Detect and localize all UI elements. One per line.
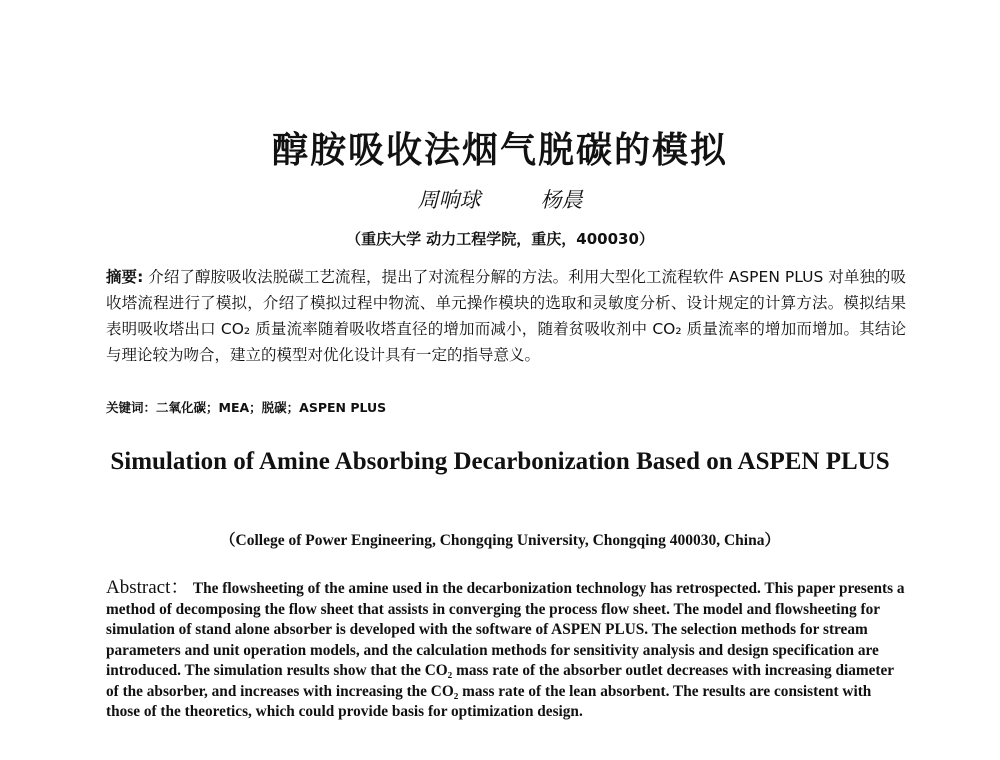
abstract-chinese — [106, 264, 906, 368]
affiliation-chinese: （重庆大学 动力工程学院，重庆，400030） — [346, 230, 654, 248]
paper-title-english: Simulation of Amine Absorbing Decarbonization Based on ASPEN PLUS — [110, 448, 890, 475]
abstract-chinese-text: 介绍了醇胺吸收法脱碳工艺流程，提出了对流程分解的方法。利用大型化工流程软件 ASPEN PLUS 对单独的吸收塔流程进行了模拟，介绍了模拟过程中物流、单元操作模块的选取和灵敏度分析、设计规定的计算方法。模拟结果表明吸收塔出口 CO₂ 质量流率随着吸收塔直径的增加而减小，随着贫吸收剂中 CO₂ 质量流率的增加而增加。其结论与理论较为吻合，建立的模型对优化设计具有一定的指导意义。 — [106, 268, 906, 364]
paper-title-chinese: 醇胺吸收法烟气脱碳的模拟 — [271, 130, 728, 171]
abstract-english — [106, 578, 906, 723]
keywords-chinese: 关键词：二氧化碳；MEA；脱碳；ASPEN PLUS — [106, 400, 387, 415]
abstract-chinese-label: 摘要: — [106, 268, 144, 286]
abstract-english-label: Abstract： — [106, 577, 190, 598]
author-1: 周响球 — [417, 188, 481, 212]
author-2: 杨晨 — [540, 188, 583, 212]
affiliation-english: （College of Power Engineering, Chongqing University, Chongqing 400030, China） — [220, 532, 780, 549]
authors-chinese — [0, 184, 1000, 214]
abstract-english-text: The flowsheeting of the amine used in the decarbonization technology has retrospected. This paper presents a method of decomposing the flow sheet that assists in converging the process flow sheet. The model and flowsheeting for simulation of stand alone absorber is developed with the software of ASPEN PLUS. The selection methods for stream parameters and unit operation models, and the calculation methods for sensitivity analysis and design specification are introduced. The simulation results show that the CO₂ mass rate of the absorber outlet decreases with increasing diameter of the absorber, and increases with increasing the CO₂ mass rate of the lean absorbent. The results are consistent with those of the theoretics, which could provide basis for optimization design. — [106, 580, 905, 720]
